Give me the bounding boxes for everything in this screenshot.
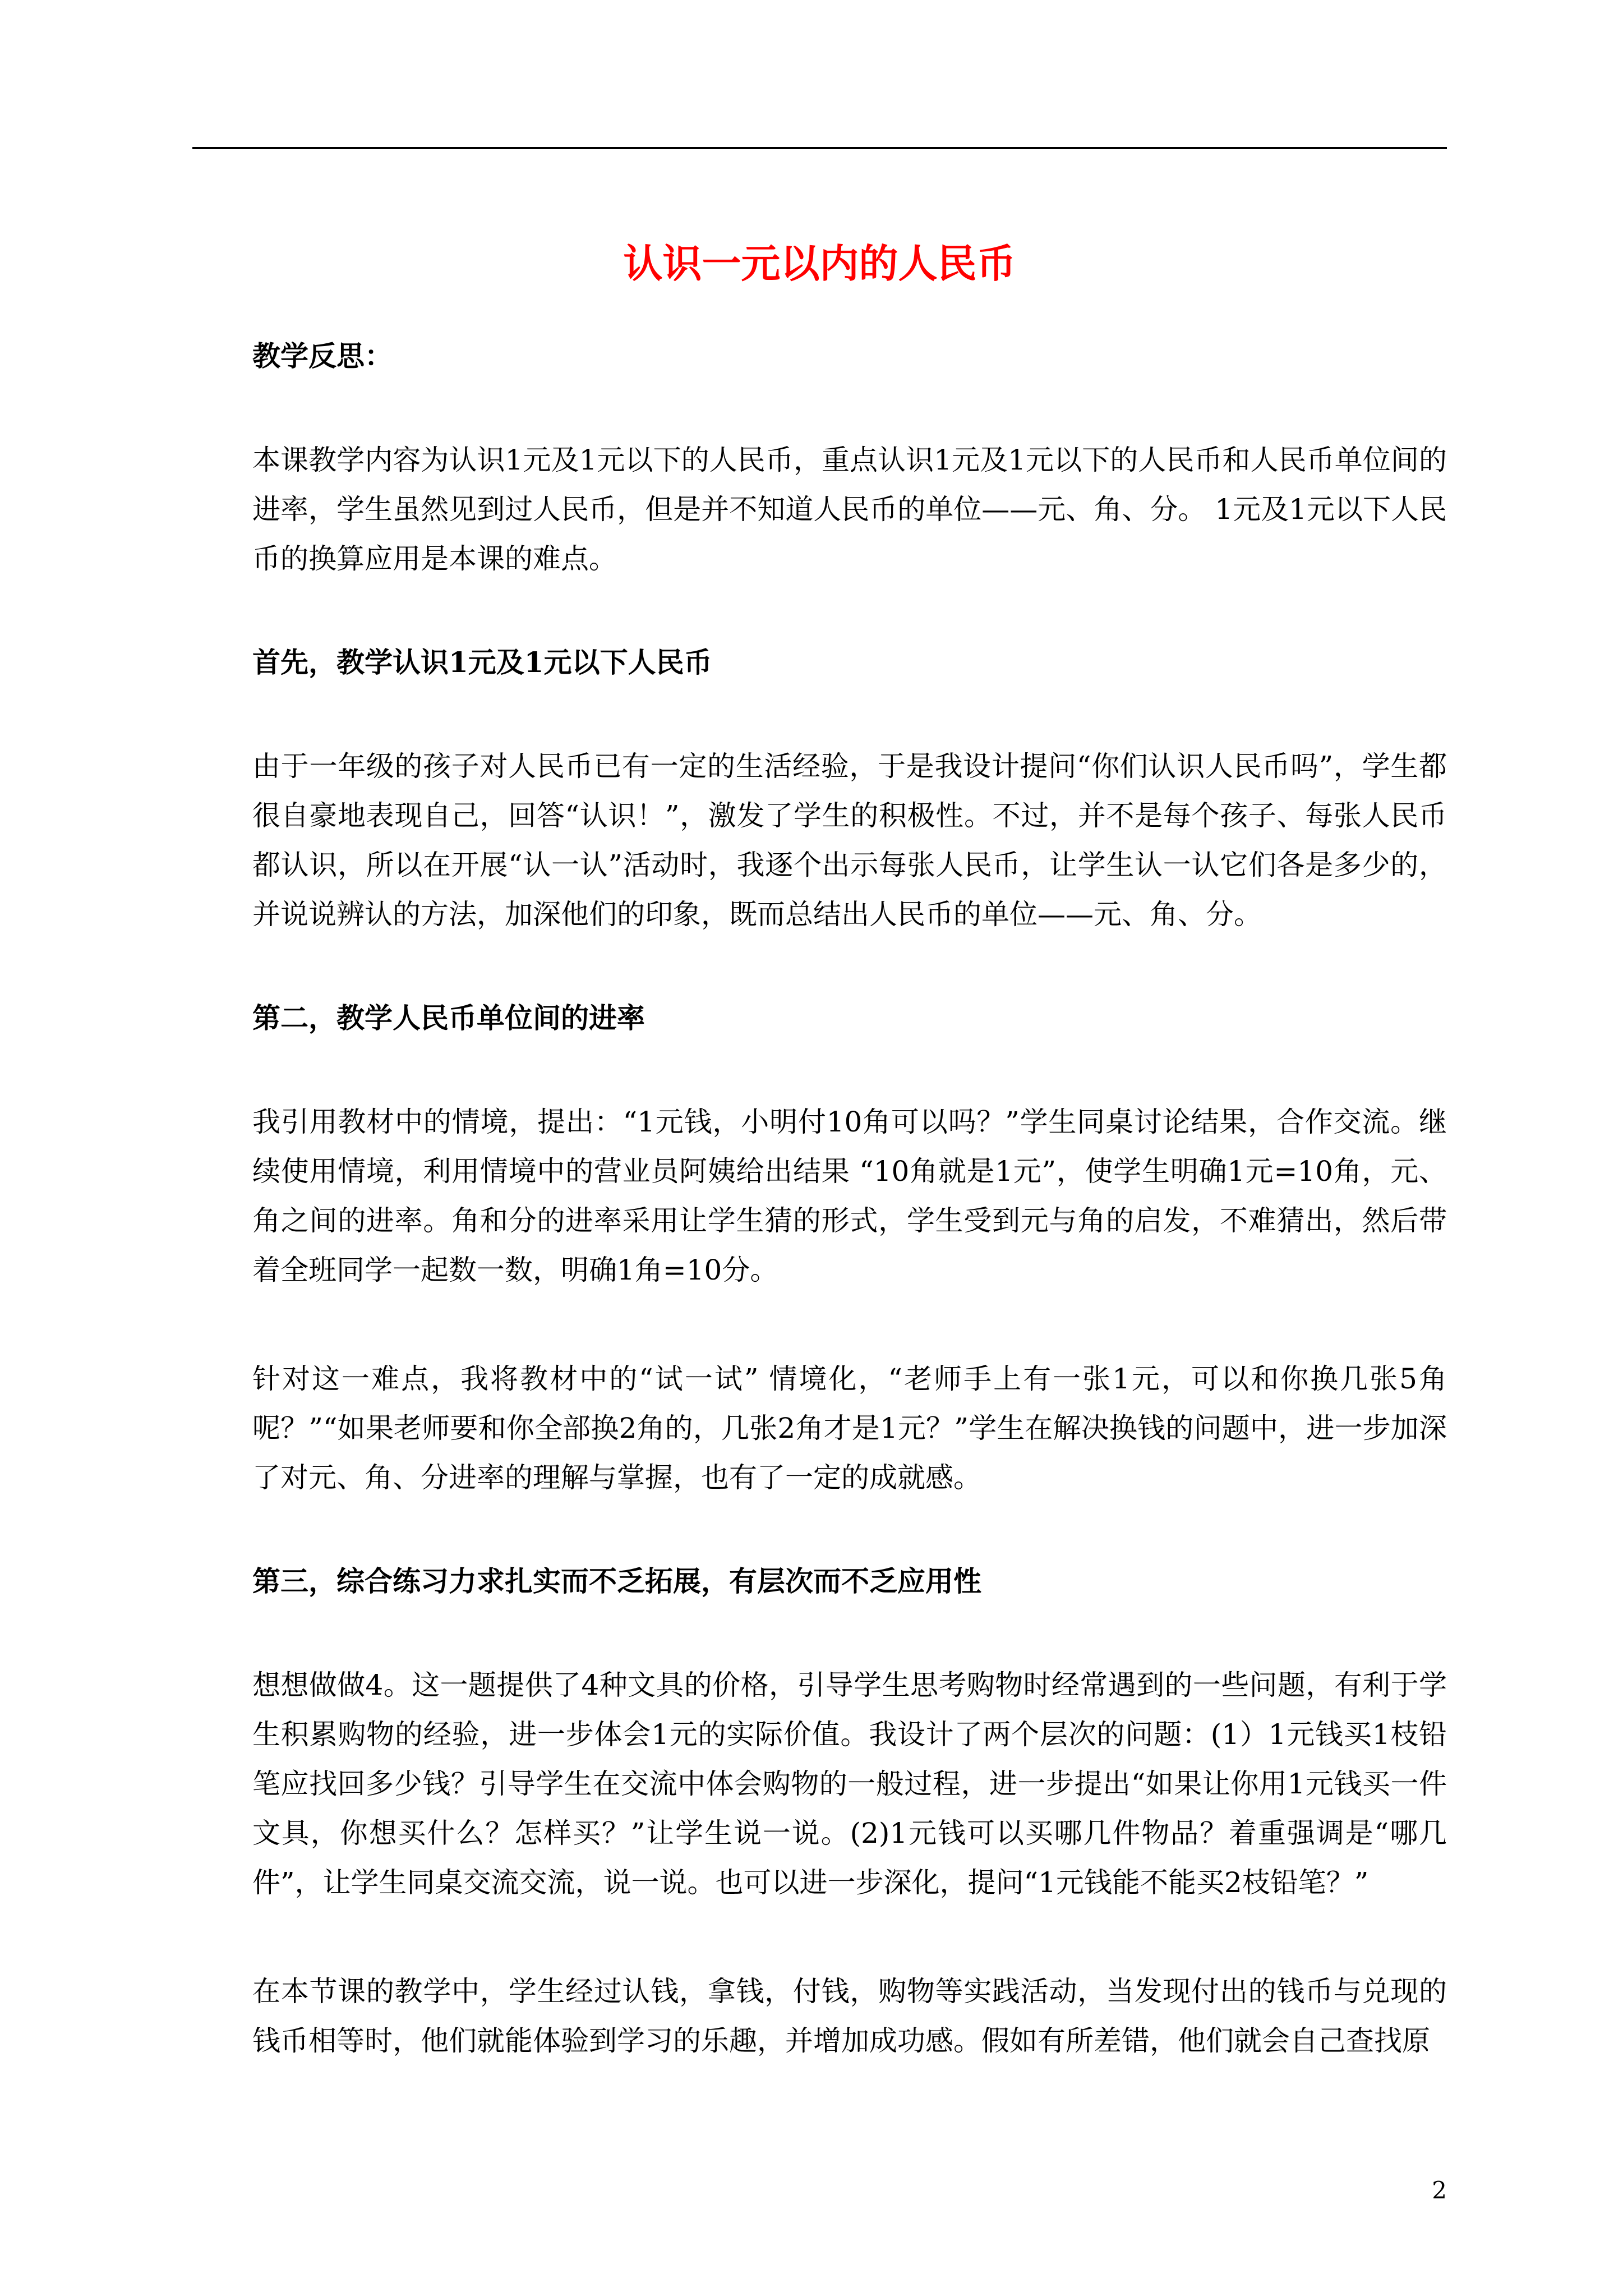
section2-paragraph-2: 针对这一难点，我将教材中的“试一试” 情境化，“老师手上有一张1元，可以和你换几张5角呢？”“如果老师要和你全部换2角的，几张2角才是1元？”学生在解决换钱的问题中，进一步加深了对元、角、分进率的理解与掌握，也有了一定的成就感。 xyxy=(252,1363,1447,1494)
document-body xyxy=(252,337,1447,2125)
section2-heading: 第二，教学人民币单位间的进率 xyxy=(252,1001,645,1034)
section3-paragraph-2: 在本节课的教学中，学生经过认钱，拿钱，付钱，购物等实践活动，当发现付出的钱币与兑现的钱币相等时，他们就能体验到学习的乐趣，并增加成功感。假如有所差错，他们就会自己查找原 xyxy=(252,1975,1447,2057)
section-label-teaching-reflection: 教学反思： xyxy=(252,339,393,372)
intro-paragraph: 本课教学内容为认识1元及1元以下的人民币，重点认识1元及1元以下的人民币和人民币单位间的进率，学生虽然见到过人民币，但是并不知道人民币的单位——元、角、分。 1元及1元以下人民币的换算应用是本课的难点。 xyxy=(252,444,1447,575)
section3-paragraph-1: 想想做做4。这一题提供了4种文具的价格，引导学生思考购物时经常遇到的一些问题，有利于学生积累购物的经验，进一步体会1元的实际价值。我设计了两个层次的问题：(1）1元钱买1枝铅笔应找回多少钱？引导学生在交流中体会购物的一般过程，进一步提出“如果让你用1元钱买一件文具，你想买什么？怎样买？”让学生说一说。(2)1元钱可以买哪几件物品？着重强调是“哪几件”，让学生同桌交流交流，说一说。也可以进一步深化，提问“1元钱能不能买2枝铅笔？” xyxy=(252,1669,1447,1899)
section1-heading: 首先，教学认识1元及1元以下人民币 xyxy=(252,646,712,679)
section3-heading: 第三，综合练习力求扎实而不乏拓展，有层次而不乏应用性 xyxy=(252,1565,981,1598)
document-title: 认识一元以内的人民币 xyxy=(623,240,1016,287)
header-rule xyxy=(192,147,1447,149)
section2-paragraph-1: 我引用教材中的情境，提出：“1元钱，小明付10角可以吗？”学生同桌讨论结果，合作交流。继续使用情境，利用情境中的营业员阿姨给出结果 “10角就是1元”，使学生明确1元=10角，元、角之间的进率。角和分的进率采用让学生猜的形式，学生受到元与角的启发，不难猜出，然后带着全班同学一起数一数，明确1角=10分。 xyxy=(252,1106,1447,1286)
section1-paragraph: 由于一年级的孩子对人民币已有一定的生活经验，于是我设计提问“你们认识人民币吗”，学生都很自豪地表现自己，回答“认识！”，激发了学生的积极性。不过，并不是每个孩子、每张人民币都认识，所以在开展“认一认”活动时，我逐个出示每张人民币，让学生认一认它们各是多少的，并说说辨认的方法，加深他们的印象，既而总结出人民币的单位——元、角、分。 xyxy=(252,750,1447,931)
page-number: 2 xyxy=(1432,2177,1447,2204)
